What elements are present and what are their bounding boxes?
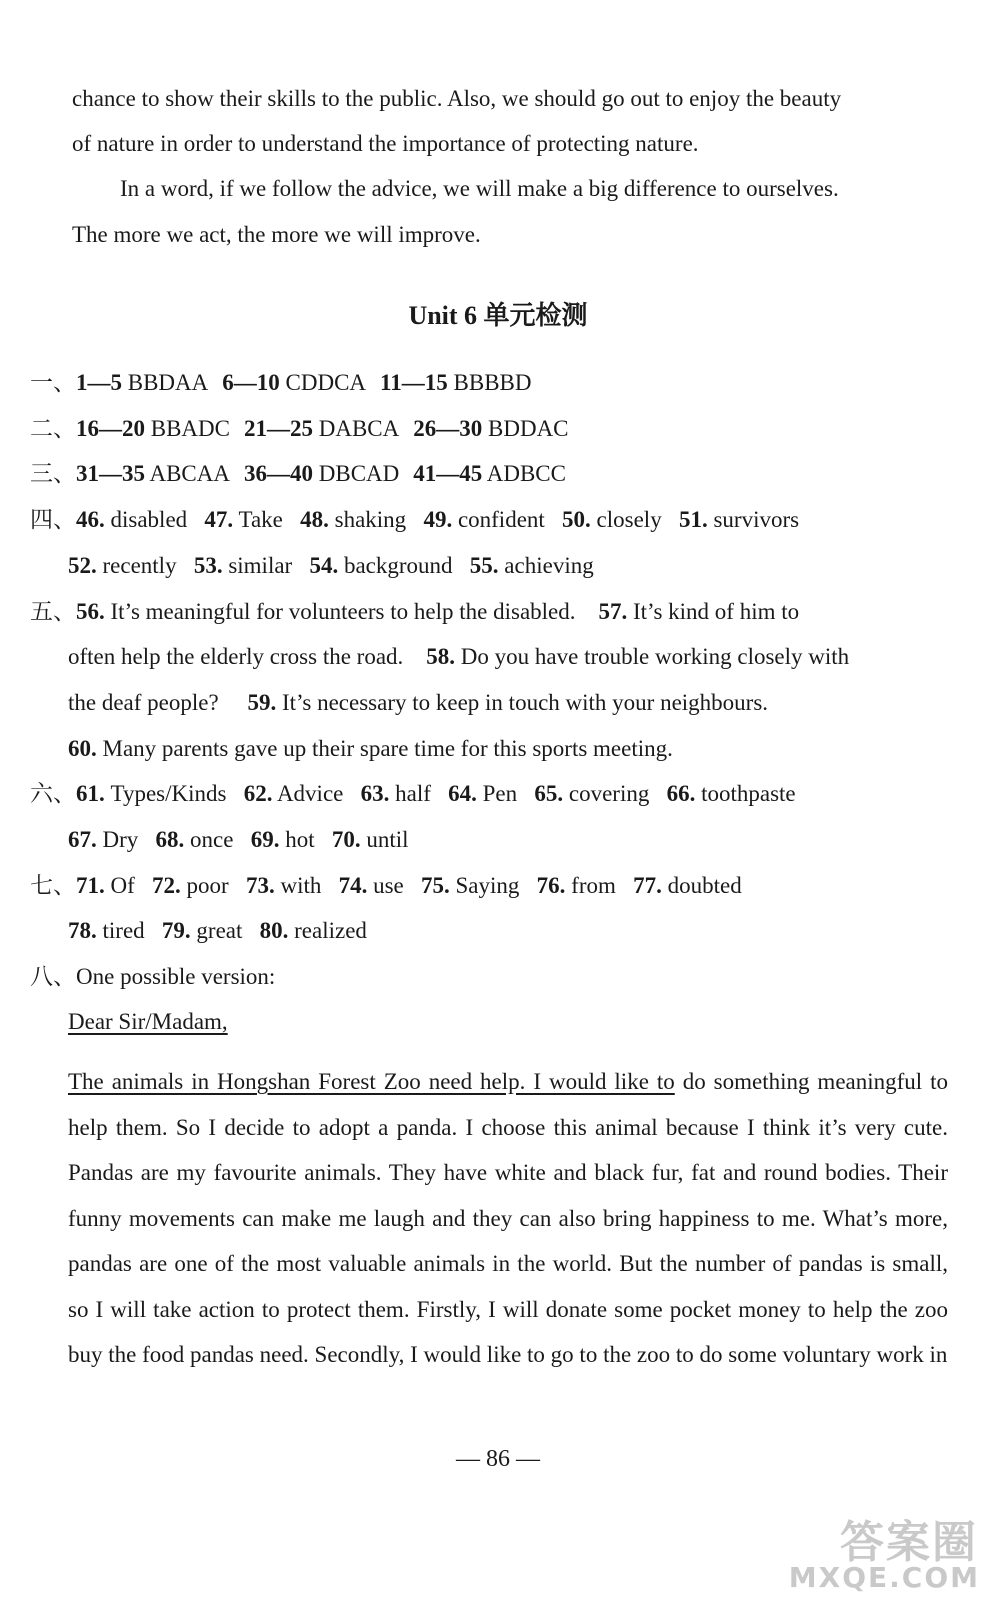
question-number: 63. bbox=[360, 781, 390, 806]
intro-line-3: In a word, if we follow the advice, we will make a big difference to ourselves. bbox=[120, 176, 839, 201]
answer: Saying bbox=[455, 873, 520, 898]
question-number: 26—30 bbox=[413, 416, 483, 441]
answer: BBDAA bbox=[127, 370, 209, 395]
answer: Take bbox=[238, 507, 283, 532]
letter-body-text: do something meaningful to help them. So I decide to adopt a panda. I choose this animal because I think it’s very cute. Pandas are my favourite animals. They have white and black fur, fat and round bodies. Their funny movements can make me laugh and they can also bring happiness to me. What’s more, pandas are one of the most valuable animals in the world. But the number of pandas is small, so I will take action to protect them. Firstly, I will donate some pocket money to help the zoo buy the food pandas need. Secondly, I would like to go to the zoo to do some voluntary work in bbox=[68, 1069, 949, 1367]
question-number: 70. bbox=[331, 827, 361, 852]
answer: tired bbox=[102, 918, 145, 943]
answer: realized bbox=[294, 918, 367, 943]
section-marker: 五、 bbox=[30, 599, 76, 624]
answer: DBCAD bbox=[318, 461, 400, 486]
question-number: 31—35 bbox=[76, 461, 145, 486]
question-number: 55. bbox=[469, 553, 499, 578]
question-number: 72. bbox=[152, 873, 181, 898]
site-watermark bbox=[741, 1504, 986, 1596]
question-number: 62. bbox=[243, 781, 273, 806]
watermark-logo-text: 答案圈 bbox=[840, 1517, 978, 1568]
answer: confident bbox=[457, 507, 545, 532]
answer: from bbox=[571, 873, 616, 898]
page-number: — 86 — bbox=[456, 1446, 540, 1472]
answers-section-5-line-1 bbox=[30, 597, 799, 627]
question-number: 50. bbox=[562, 507, 591, 532]
intro-line-1: chance to show their skills to the public. Also, we should go out to enjoy the beauty bbox=[72, 86, 842, 111]
question-number: 68. bbox=[155, 827, 185, 852]
section-title: Unit 6 单元检测 bbox=[408, 301, 588, 330]
question-number: 76. bbox=[536, 873, 566, 898]
answers-section-7-line-2 bbox=[68, 916, 367, 946]
question-number: 48. bbox=[300, 507, 329, 532]
watermark-url: MXQE.COM bbox=[788, 1561, 980, 1594]
answer: Dry bbox=[102, 827, 139, 852]
answer: DABCA bbox=[318, 416, 400, 441]
question-number: 47. bbox=[204, 507, 234, 532]
question-number: 60. bbox=[68, 736, 97, 761]
question-number: 57. bbox=[598, 599, 628, 624]
answers-section-2 bbox=[30, 414, 569, 444]
answer: It’s necessary to keep in touch with your neighbours. bbox=[281, 690, 769, 715]
answer: doubted bbox=[667, 873, 742, 898]
answer: similar bbox=[228, 553, 293, 578]
question-number: 58. bbox=[426, 644, 456, 669]
question-number: 36—40 bbox=[244, 461, 313, 486]
answer: often help the elderly cross the road. bbox=[68, 644, 404, 669]
question-number: 41—45 bbox=[413, 461, 483, 486]
answer: half bbox=[395, 781, 431, 806]
answer: toothpaste bbox=[701, 781, 796, 806]
question-number: 11—15 bbox=[380, 370, 448, 395]
answer: Pen bbox=[482, 781, 518, 806]
question-number: 53. bbox=[193, 553, 223, 578]
section-marker: 三、 bbox=[30, 461, 76, 486]
section-marker: 四、 bbox=[30, 507, 76, 532]
question-number: 59. bbox=[247, 690, 277, 715]
question-number: 65. bbox=[534, 781, 564, 806]
answer: background bbox=[343, 553, 453, 578]
answer: poor bbox=[186, 873, 229, 898]
answer: Advice bbox=[276, 781, 344, 806]
section-marker: 六、 bbox=[30, 781, 76, 806]
question-number: 75. bbox=[421, 873, 450, 898]
question-number: 78. bbox=[68, 918, 97, 943]
question-number: 21—25 bbox=[244, 416, 313, 441]
answer: BBADC bbox=[150, 416, 230, 441]
question-number: 56. bbox=[76, 599, 105, 624]
answer: great bbox=[196, 918, 243, 943]
answer: BBBBD bbox=[453, 370, 532, 395]
answer: recently bbox=[102, 553, 177, 578]
answer: Of bbox=[110, 873, 135, 898]
answers-section-6-line-2 bbox=[68, 825, 409, 855]
letter-body bbox=[68, 1059, 948, 1378]
answer: disabled bbox=[110, 507, 188, 532]
writing-heading: One possible version: bbox=[76, 964, 276, 989]
answer: survivors bbox=[713, 507, 800, 532]
answer: the deaf people? bbox=[68, 690, 219, 715]
intro-line-2: of nature in order to understand the importance of protecting nature. bbox=[72, 131, 699, 156]
answers-section-7-line-1 bbox=[30, 871, 742, 901]
answer: with bbox=[280, 873, 322, 898]
answer: until bbox=[366, 827, 409, 852]
question-number: 64. bbox=[448, 781, 477, 806]
answer: closely bbox=[596, 507, 662, 532]
question-number: 80. bbox=[259, 918, 289, 943]
answer: It’s meaningful for volunteers to help the disabled. bbox=[110, 599, 576, 624]
answer: covering bbox=[568, 781, 650, 806]
answers-section-4-line-1 bbox=[30, 505, 799, 535]
question-number: 46. bbox=[76, 507, 105, 532]
question-number: 6—10 bbox=[222, 370, 280, 395]
question-number: 61. bbox=[76, 781, 105, 806]
answer: once bbox=[190, 827, 234, 852]
answers-section-6-line-1 bbox=[30, 779, 796, 809]
intro-line-4: The more we act, the more we will improve. bbox=[72, 222, 481, 247]
question-number: 1—5 bbox=[76, 370, 122, 395]
section-marker: 一、 bbox=[30, 370, 76, 395]
answers-section-5-line-4 bbox=[68, 734, 673, 764]
answer: Do you have trouble working closely with bbox=[460, 644, 850, 669]
answer: Types/Kinds bbox=[110, 781, 227, 806]
answer: use bbox=[373, 873, 404, 898]
question-number: 67. bbox=[68, 827, 97, 852]
letter-first-sentence: The animals in Hongshan Forest Zoo need help. I would like to bbox=[68, 1069, 675, 1094]
question-number: 66. bbox=[666, 781, 696, 806]
answer: hot bbox=[285, 827, 315, 852]
section-marker: 二、 bbox=[30, 416, 76, 441]
answers-section-4-line-2 bbox=[68, 551, 594, 581]
answer: shaking bbox=[334, 507, 407, 532]
question-number: 77. bbox=[633, 873, 662, 898]
answer: ABCAA bbox=[149, 461, 230, 486]
answers-section-5-line-2 bbox=[68, 642, 849, 672]
question-number: 51. bbox=[678, 507, 708, 532]
question-number: 71. bbox=[76, 873, 105, 898]
answer: CDDCA bbox=[285, 370, 367, 395]
answers-section-1 bbox=[30, 368, 532, 398]
answers-section-8-heading bbox=[30, 962, 275, 992]
section-marker: 七、 bbox=[30, 873, 76, 898]
question-number: 69. bbox=[250, 827, 280, 852]
question-number: 16—20 bbox=[76, 416, 145, 441]
question-number: 52. bbox=[68, 553, 97, 578]
question-number: 73. bbox=[245, 873, 275, 898]
section-marker: 八、 bbox=[30, 964, 76, 989]
answer: achieving bbox=[504, 553, 594, 578]
answer: BDDAC bbox=[488, 416, 569, 441]
answer: It’s kind of him to bbox=[633, 599, 800, 624]
answer: Many parents gave up their spare time for this sports meeting. bbox=[102, 736, 673, 761]
answer: ADBCC bbox=[486, 461, 566, 486]
answers-section-3 bbox=[30, 459, 566, 489]
question-number: 74. bbox=[338, 873, 368, 898]
question-number: 79. bbox=[161, 918, 191, 943]
question-number: 49. bbox=[423, 507, 453, 532]
question-number: 54. bbox=[309, 553, 339, 578]
letter-salutation: Dear Sir/Madam, bbox=[68, 1009, 228, 1034]
answers-section-5-line-3 bbox=[68, 688, 768, 718]
